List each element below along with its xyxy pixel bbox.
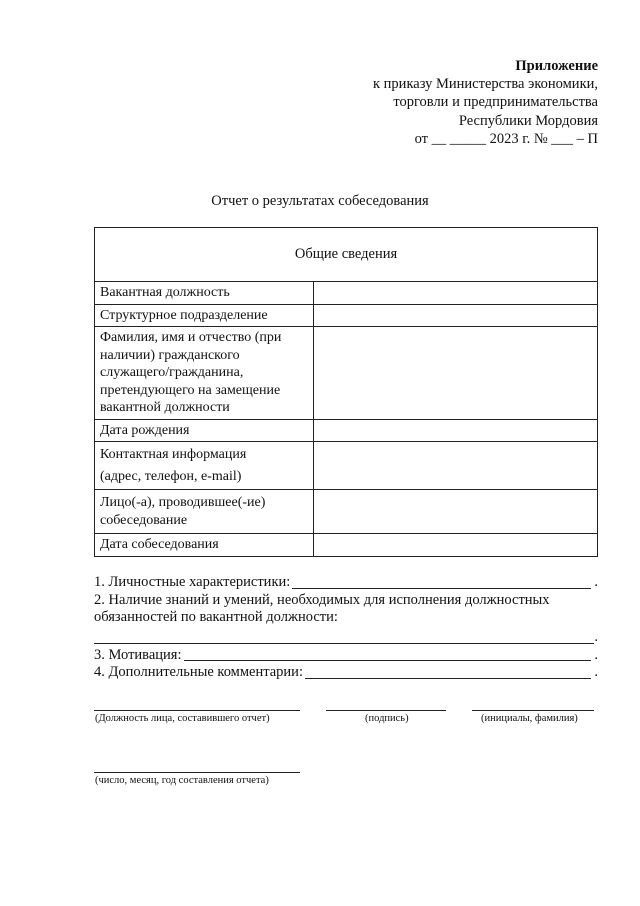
table-row [95, 282, 598, 305]
row-value-contacts[interactable] [314, 442, 598, 490]
appendix-line-2: торговли и предпринимательства [393, 94, 598, 111]
end-dot: . [594, 629, 598, 645]
appendix-title: Приложение [515, 58, 598, 74]
document-title: Отчет о результатах собеседования [211, 193, 429, 209]
row-label-full-name: Фамилия, имя и отчество (при наличии) гражданского служащего/гражданина, претендующего на замещение вакантной должности [95, 327, 314, 420]
table-row [95, 304, 598, 327]
position-line[interactable] [94, 710, 300, 711]
row-value-birth-date[interactable] [314, 419, 598, 442]
item-knowledge-row [94, 627, 598, 647]
item-comments-label: 4. Дополнительные комментарии: [94, 664, 303, 680]
item-motivation-label: 3. Мотивация: [94, 646, 182, 663]
row-value-full-name[interactable] [314, 327, 598, 420]
end-dot: . [594, 574, 598, 590]
table-heading-row [95, 228, 598, 282]
row-label-interview-date: Дата собеседования [95, 534, 314, 557]
item-personal-traits-label: 1. Личностные характеристики: [94, 574, 291, 590]
row-label-birth-date: Дата рождения [95, 419, 314, 442]
end-dot: . [594, 646, 598, 663]
table-row [95, 442, 598, 490]
comments-field[interactable] [305, 666, 591, 679]
item-knowledge-label-1: 2. Наличие знаний и умений, необходимых для исполнения должностных [94, 591, 550, 608]
table-heading: Общие сведения [95, 228, 598, 282]
date-caption: (число, месяц, год составления отчета) [95, 775, 269, 786]
row-value-interviewer[interactable] [314, 490, 598, 534]
contacts-label-line-2: (адрес, телефон, e-mail) [100, 468, 242, 484]
signature-caption: (подпись) [365, 713, 409, 724]
item-personal-traits [94, 574, 598, 592]
item-motivation [94, 647, 598, 665]
row-label-department: Структурное подразделение [95, 304, 314, 327]
row-value-vacancy[interactable] [314, 282, 598, 305]
table-row [95, 327, 598, 420]
contacts-label-line-1: Контактная информация [100, 447, 247, 462]
row-label-contacts [95, 442, 314, 490]
position-caption: (Должность лица, составившего отчет) [95, 713, 270, 724]
knowledge-field[interactable] [94, 643, 594, 644]
row-value-interview-date[interactable] [314, 534, 598, 557]
table-row [95, 534, 598, 557]
report-items [94, 574, 598, 682]
name-caption: (инициалы, фамилия) [481, 713, 578, 724]
date-line[interactable] [94, 772, 300, 773]
motivation-field[interactable] [184, 648, 592, 661]
table-row [95, 419, 598, 442]
appendix-line-3: Республики Мордовия [458, 112, 598, 129]
row-label-interviewer: Лицо(-а), проводившее(-ие) собеседование [95, 490, 314, 534]
general-info-table [94, 227, 598, 557]
row-label-vacancy: Вакантная должность [95, 282, 314, 305]
item-knowledge-label-2: обязанностей по вакантной должности: [94, 609, 338, 625]
end-dot: . [594, 664, 598, 680]
item-comments [94, 664, 598, 682]
row-value-department[interactable] [314, 304, 598, 327]
personal-traits-field[interactable] [292, 576, 591, 589]
signature-line[interactable] [326, 710, 446, 711]
appendix-header [278, 57, 598, 148]
name-line[interactable] [472, 710, 594, 711]
appendix-line-1: к приказу Министерства экономики, [373, 76, 598, 93]
table-row [95, 490, 598, 534]
appendix-line-4: от __ _____ 2023 г. № ___ – П [414, 130, 598, 147]
